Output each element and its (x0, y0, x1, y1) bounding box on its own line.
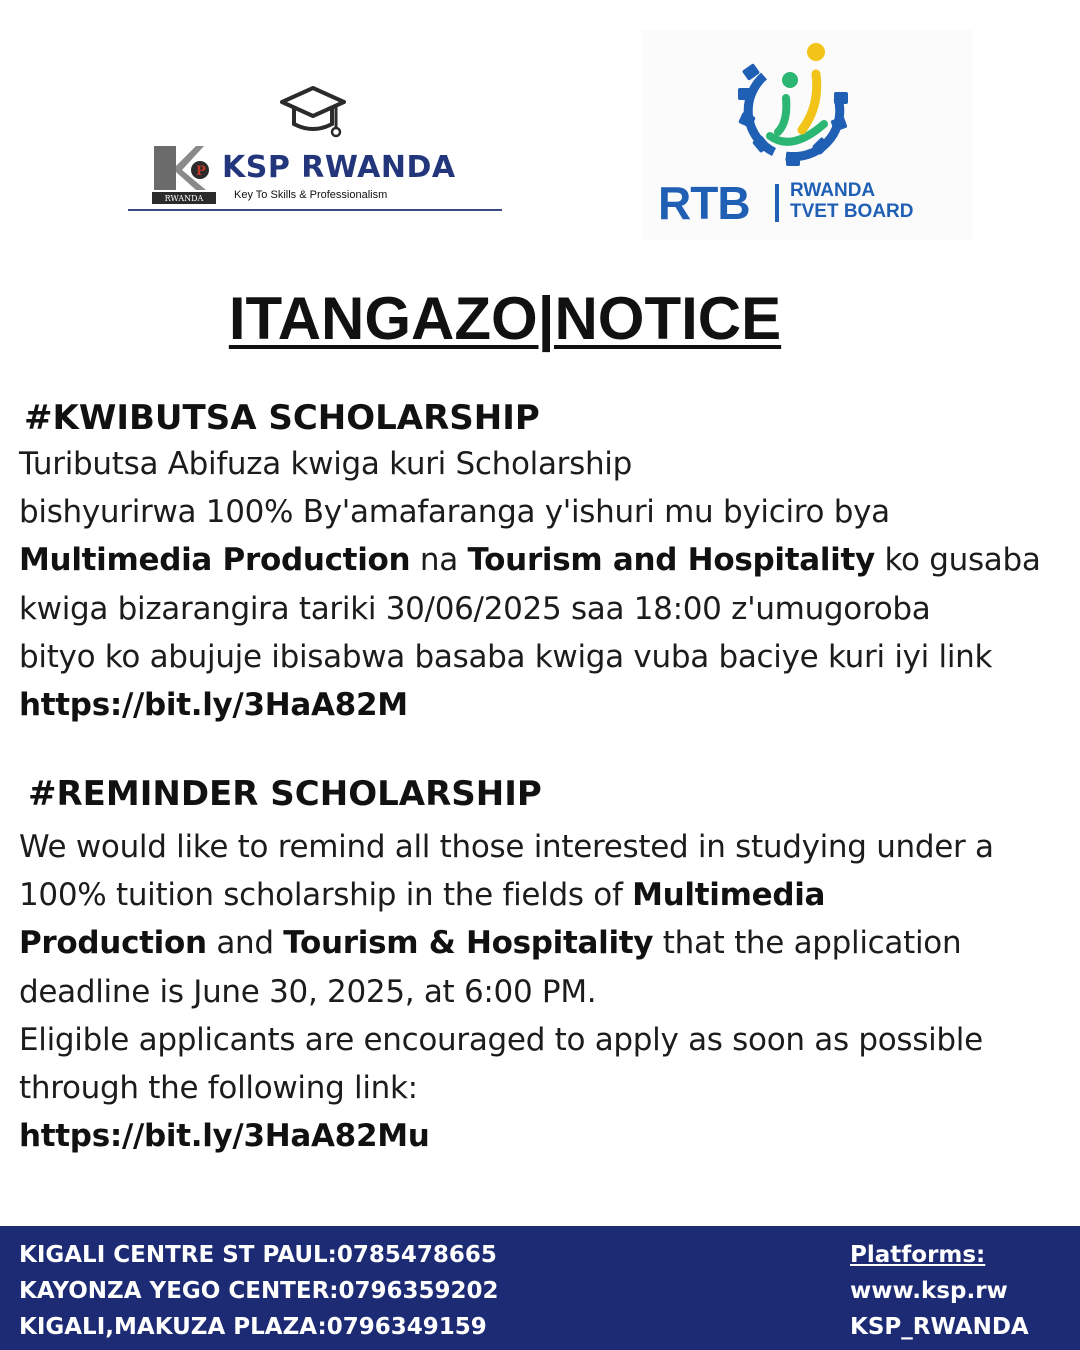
text-line: Eligible applicants are encouraged to apply as soon as possible (19, 1021, 983, 1058)
section1-body (19, 440, 1077, 729)
text-line: Production and Tourism & Hospitality that the application (19, 925, 962, 962)
page-title: ITANGAZO|NOTICE (228, 285, 782, 352)
section1-title: #KWIBUTSA SCHOLARSHIP (24, 398, 540, 438)
ksp-name: KSP RWANDA (222, 150, 456, 185)
contact-makuza: KIGALI,MAKUZA PLAZA:0796349159 (19, 1314, 487, 1340)
text-line: kwiga bizarangira tariki 30/06/2025 saa 18:00 z'umugoroba (19, 590, 931, 627)
section2-title: #REMINDER SCHOLARSHIP (28, 774, 542, 814)
text-line: deadline is June 30, 2025, at 6:00 PM. (19, 973, 597, 1010)
application-link[interactable]: https://bit.ly/3HaA82M (19, 687, 408, 724)
application-link[interactable]: https://bit.ly/3HaA82Mu (19, 1118, 430, 1155)
text-line: through the following link: (19, 1070, 418, 1107)
ksp-underline (128, 209, 502, 211)
ksp-monogram-icon (152, 144, 216, 204)
rtb-separator (775, 184, 779, 222)
text-line: bityo ko abujuje ibisabwa basaba kwiga vuba baciye kuri iyi link (19, 638, 993, 675)
rtb-gear-icon (730, 40, 856, 172)
graduation-cap-icon (280, 84, 346, 144)
social-handle[interactable]: KSP_RWANDA (850, 1314, 1029, 1340)
text-line: bishyurirwa 100% By'amafaranga y'ishuri mu byiciro bya (19, 494, 890, 531)
section2-body (19, 823, 1077, 1160)
platforms-label: Platforms: (850, 1242, 986, 1268)
program-production: Production (19, 925, 207, 962)
program-tourism: Tourism and Hospitality (467, 542, 875, 579)
website-link[interactable]: www.ksp.rw (850, 1278, 1008, 1304)
program-multimedia: Multimedia Production (19, 542, 411, 579)
text-line: We would like to remind all those interested in studying under a (19, 829, 994, 865)
ksp-tagline: Key To Skills & Professionalism (234, 189, 388, 201)
program-multimedia: Multimedia (632, 877, 826, 914)
ksp-mark-text: RWANDA (164, 194, 204, 203)
footer (0, 1226, 1080, 1350)
contact-st-paul: KIGALI CENTRE ST PAUL:0785478665 (19, 1242, 497, 1268)
contact-kayonza: KAYONZA YEGO CENTER:0796359202 (19, 1278, 499, 1304)
text-line: Tuributsa Abifuza kwiga kuri Scholarship (19, 446, 632, 482)
text-line: Multimedia Production na Tourism and Hospitality ko gusaba (19, 542, 1041, 579)
rtb-abbr: RTB (658, 177, 750, 229)
rtb-full-name: RWANDA TVET BOARD (790, 180, 914, 222)
svg-text:P: P (196, 164, 206, 179)
text-line: 100% tuition scholarship in the fields of Multimedia (19, 877, 826, 914)
program-tourism: Tourism & Hospitality (283, 925, 654, 962)
